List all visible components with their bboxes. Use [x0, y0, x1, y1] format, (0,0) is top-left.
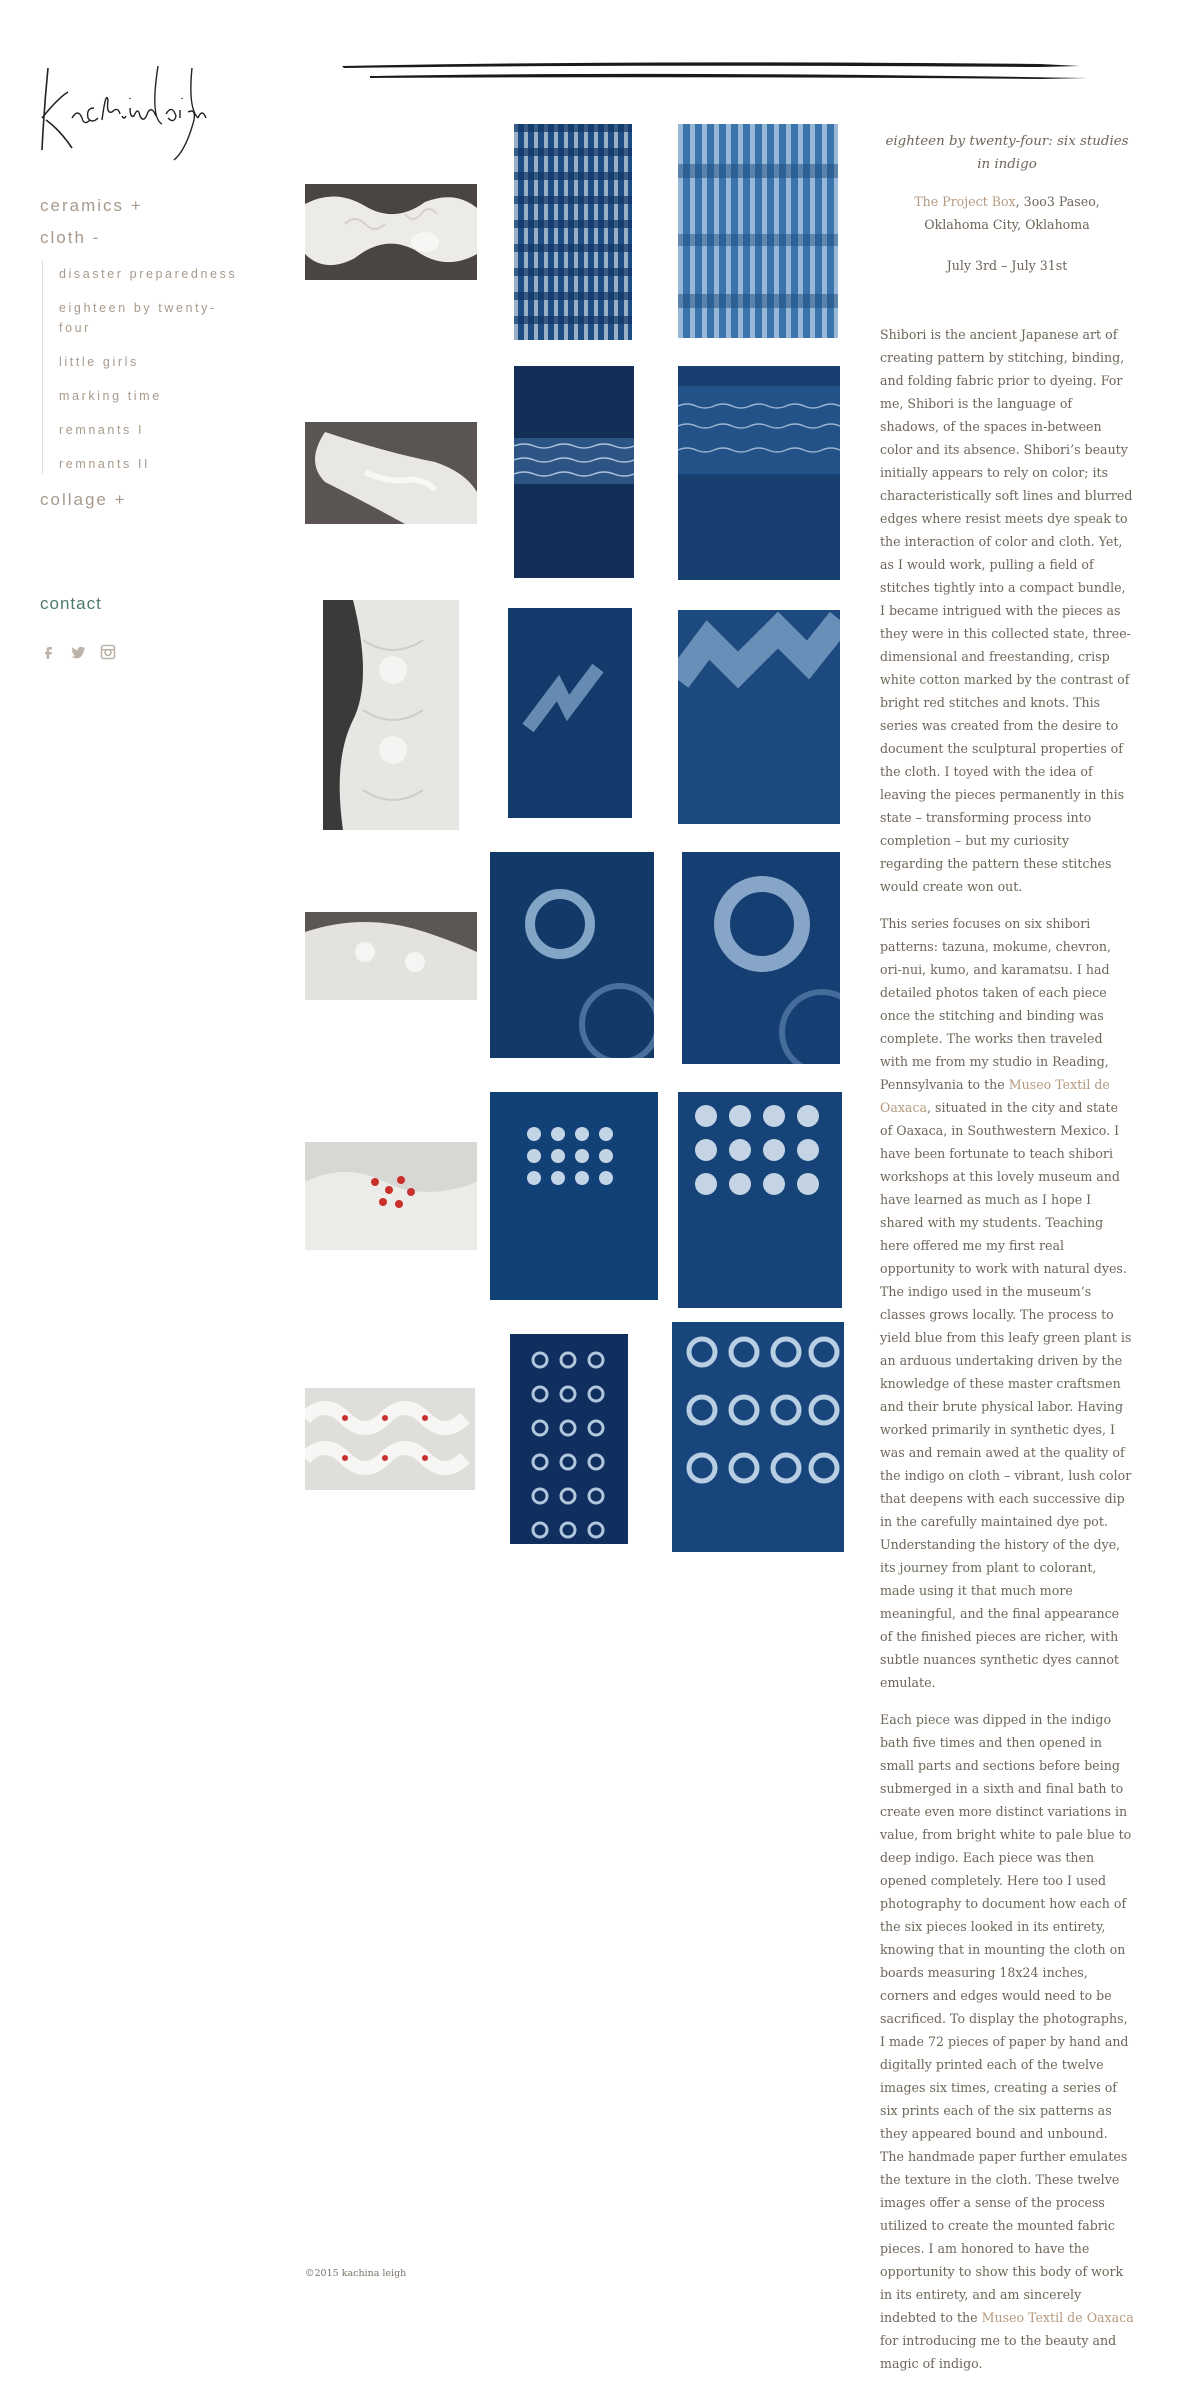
nav-contact[interactable]: contact: [40, 594, 102, 613]
nav-cloth[interactable]: cloth -: [40, 228, 101, 247]
indigo-fabric-tazuna-2[interactable]: [678, 124, 838, 338]
indigo-fabric-mokume-2[interactable]: [678, 366, 840, 580]
nav-little-girls[interactable]: little girls: [59, 355, 139, 369]
instagram-icon[interactable]: [100, 644, 116, 660]
exhibit-description: [880, 130, 1134, 2389]
site-logo[interactable]: [38, 58, 208, 163]
paragraph-2-text-a: This series focuses on six shibori patterns: tazuna, mokume, chevron, ori-nui, kumo, and karamatsu. I had detailed photos taken of each piece once the stitching and binding was complete. The works then traveled with me from my studio in Reading, Pennsylvania to the: [880, 916, 1112, 1092]
nav-remnants-i[interactable]: remnants I: [59, 423, 145, 437]
paragraph-3: [880, 1708, 1134, 2375]
brush-stroke-divider: [340, 58, 1090, 86]
paragraph-2: [880, 912, 1134, 1694]
museo-textil-link-1[interactable]: Museo Textil de Oaxaca: [880, 1077, 1110, 1115]
bound-cloth-photo-mokume[interactable]: [305, 422, 477, 524]
twitter-icon[interactable]: [70, 644, 86, 660]
indigo-fabric-ori-nui-1[interactable]: [490, 852, 654, 1058]
facebook-icon[interactable]: [40, 644, 56, 660]
indigo-fabric-mokume-1[interactable]: [514, 366, 634, 578]
indigo-fabric-kumo-1[interactable]: [490, 1092, 658, 1300]
indigo-fabric-chevron-2[interactable]: [678, 610, 840, 824]
museo-textil-link-2[interactable]: Museo Textil de Oaxaca: [981, 2310, 1134, 2325]
indigo-fabric-karamatsu-1[interactable]: [510, 1334, 628, 1544]
bound-cloth-photo-karamatsu[interactable]: [305, 1388, 475, 1490]
exhibit-venue: [880, 190, 1134, 236]
social-links: [40, 644, 116, 660]
paragraph-2-text-b: , situated in the city and state of Oaxaca, in Southwestern Mexico. I have been fortunate to teach shibori workshops at this lovely museum and have learned as much as I hope I shared with my students. Teaching here offered me my first real opportunity to work with natural dyes. The indigo used in the museum’s classes grows locally. The process to yield blue from this leafy green plant is an arduous undertaking driven by the knowledge of these master craftsmen and their brute physical labor. Having worked primarily in synthetic dyes, I was and remain awed at the quality of the indigo on cloth – vibrant, lush color that deepens with each successive dip in the carefully maintained dye pot. Understanding the history of the dye, its journey from plant to colorant, made using it that much more meaningful, and the final appearance of the finished pieces are richer, with subtle nuances synthetic dyes cannot emulate.: [880, 1100, 1132, 1690]
cloth-submenu: [42, 260, 240, 474]
main-nav: [40, 196, 240, 613]
nav-disaster-preparedness[interactable]: disaster preparedness: [59, 267, 238, 281]
indigo-fabric-chevron-1[interactable]: [508, 608, 632, 818]
exhibit-dates: July 3rd – July 31st: [946, 258, 1068, 273]
bound-cloth-photo-kumo[interactable]: [305, 1142, 477, 1250]
bound-cloth-photo-chevron[interactable]: [323, 600, 459, 830]
bound-cloth-photo-ori-nui[interactable]: [305, 912, 477, 1000]
nav-marking-time[interactable]: marking time: [59, 389, 162, 403]
paragraph-1: Shibori is the ancient Japanese art of creating pattern by stitching, binding, and folding fabric prior to dyeing. For me, Shibori is the language of shadows, of the spaces in-between color and its absence. Shibori’s beauty initially appears to rely on color; its characteristically soft lines and blurred edges where resist meets dye speak to the interaction of color and cloth. Yet, as I would work, pulling a field of stitches tightly into a compact bundle, I became intrigued with the pieces as they were in this collected state, three-dimensional and freestanding, crisp white cotton marked by the contrast of bright red stitches and knots. This series was created from the desire to document the sculptural properties of the cloth. I toyed with the idea of leaving the pieces permanently in this state – transforming process into completion – but my curiosity regarding the pattern these stitches would create won out.: [880, 327, 1133, 894]
indigo-fabric-kumo-2[interactable]: [678, 1092, 842, 1308]
paragraph-3-text-a: Each piece was dipped in the indigo bath five times and then opened in small parts and sections before being submerged in a sixth and final bath to create even more distinct variations in value, from bright white to pale blue to deep indigo. Each piece was then opened completely. Here too I used photography to document how each of the six pieces looked in its entirety, knowing that in mounting the cloth on boards measuring 18x24 inches, corners and edges would need to be sacrificed. To display the photographs, I made 72 pieces of paper by hand and digitally printed each of the twelve images six times, creating a series of six prints each of the six patterns as they appeared bound and unbound. The handmade paper further emulates the texture in the cloth. These twelve images offer a sense of the process utilized to create the mounted fabric pieces. I am honored to have the opportunity to show this body of work in its entirety, and am sincerely indebted to the: [880, 1712, 1132, 2325]
indigo-fabric-tazuna-1[interactable]: [514, 124, 632, 340]
exhibit-title: eighteen by twenty-four: six studies in indigo: [885, 134, 1129, 172]
footer-copyright: ©2015 kachina leigh: [305, 2268, 407, 2279]
nav-ceramics[interactable]: ceramics +: [40, 196, 143, 215]
indigo-fabric-karamatsu-2[interactable]: [672, 1322, 844, 1552]
indigo-fabric-ori-nui-2[interactable]: [682, 852, 840, 1064]
project-box-link[interactable]: The Project Box: [914, 194, 1016, 209]
bound-cloth-photo-tazuna[interactable]: [305, 184, 477, 280]
nav-collage[interactable]: collage +: [40, 490, 127, 509]
venue-address: , 3oo3 Paseo, Oklahoma City, Oklahoma: [924, 194, 1100, 232]
nav-remnants-ii[interactable]: remnants II: [59, 457, 151, 471]
nav-eighteen-by-twenty-four[interactable]: eighteen by twenty-four: [59, 301, 217, 335]
paragraph-3-text-b: for introducing me to the beauty and magic of indigo.: [880, 2333, 1117, 2371]
